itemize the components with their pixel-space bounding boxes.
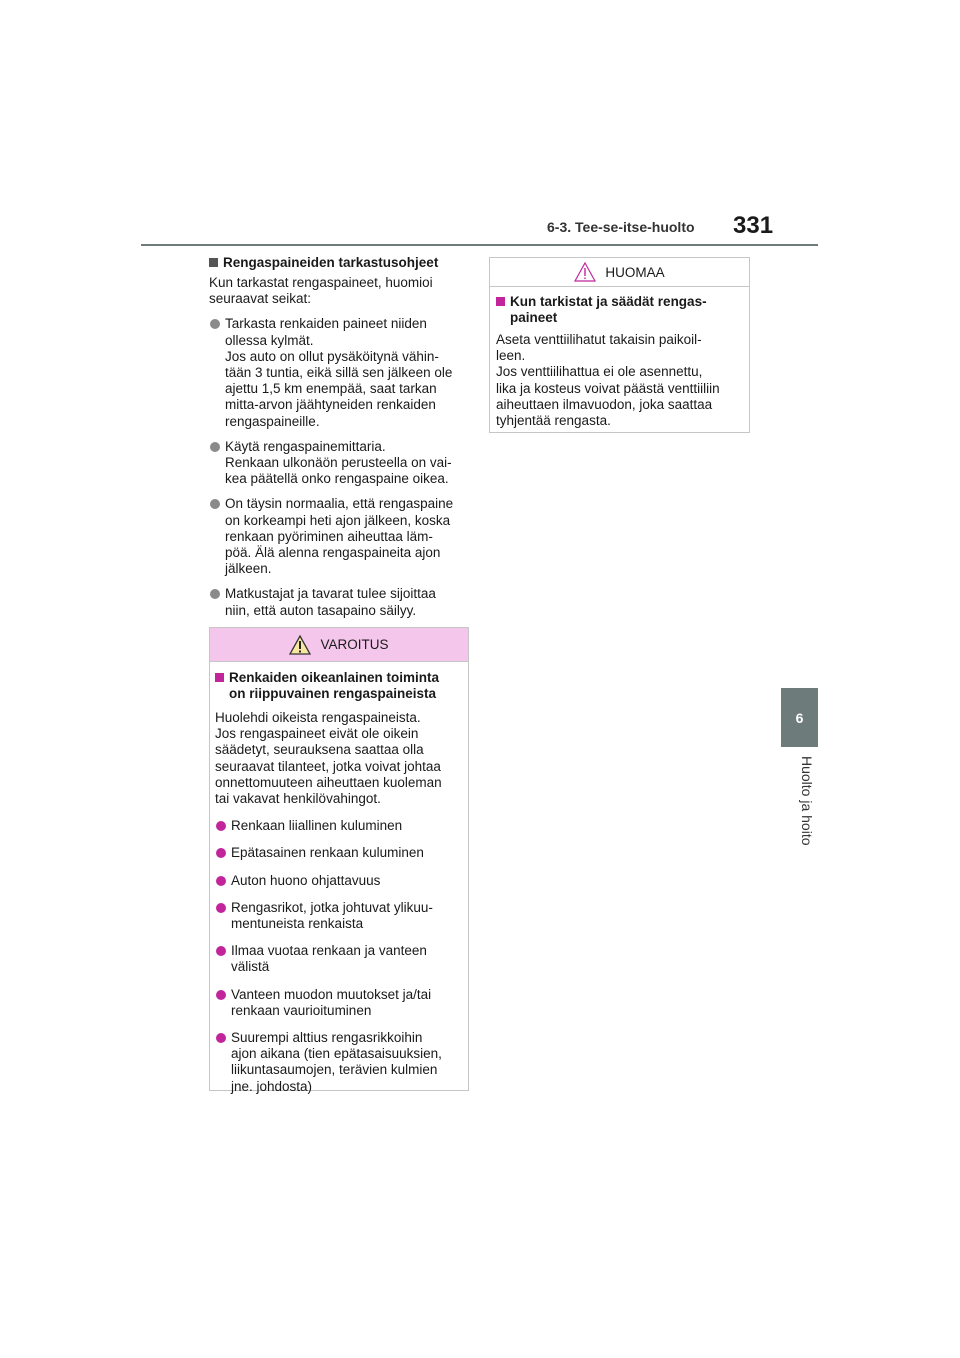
section-heading: Rengaspaineiden tarkastusohjeet [209,255,469,271]
warning-heading: Renkaiden oikeanlainen toiminta on riippuvainen rengaspaineista [215,670,463,702]
list-item: Matkustajat ja tavarat tulee sijoittaa niin, että auton tasapaino säilyy. [209,586,469,618]
warning-list [215,818,463,1095]
bullet-dot-icon [210,442,220,452]
square-bullet-icon [496,297,505,306]
intro-text: Kun tarkastat rengaspaineet, huomioi seuraavat seikat: [209,275,433,307]
notice-triangle-icon [574,262,596,282]
list-item: Renkaan liiallinen kuluminen [215,818,463,834]
chapter-label: Huolto ja hoito [799,756,815,846]
bullet-dot-icon [216,848,226,858]
chapter-tab: 6 [781,688,818,747]
bullet-dot-icon [210,589,220,599]
tips-list [209,316,469,618]
list-item: Rengasrikot, jotka johtuvat ylikuu- mentuneista renkaista [215,900,463,932]
bullet-dot-icon [216,990,226,1000]
bullet-dot-icon [216,821,226,831]
warning-box [209,627,469,1094]
notice-box [489,257,750,433]
notice-heading: Kun tarkistat ja säädät rengas- paineet [496,294,744,326]
notice-title: HUOMAA [605,264,665,280]
list-item: Epätasainen renkaan kuluminen [215,845,463,861]
warning-header [210,628,468,662]
list-item: On täysin normaalia, että rengaspaine on korkeampi heti ajon jälkeen, koska renkaan pyöriminen aiheuttaa läm- pöä. Älä alenna rengaspaineita ajon jälkeen. [209,496,469,577]
page-number: 331 [733,212,774,239]
header-divider [141,244,818,246]
list-item: Tarkasta renkaiden paineet niiden ollessa kylmät. Jos auto on ollut pysäköitynä vähin- tään 3 tuntia, eikä sillä sen jälkeen ole ajettu 1,5 km enempää, saat tarkan mitta-arvon jäähtyneiden renkaiden rengaspaineille. [209,316,469,429]
square-bullet-icon [209,258,218,267]
bullet-dot-icon [216,946,226,956]
warning-text: Huolehdi oikeista rengaspaineista. Jos rengaspaineet eivät ole oikein säädetyt, seurauksena saattaa olla seuraavat tilanteet, jotka voivat johtaa onnettomuuteen aiheuttaen kuoleman tai vakavat henkilövahingot. [215,710,442,807]
bullet-dot-icon [216,1033,226,1043]
warning-title: VAROITUS [320,637,389,652]
square-bullet-icon [215,673,224,682]
bullet-dot-icon [210,319,220,329]
bullet-dot-icon [210,499,220,509]
bullet-dot-icon [216,903,226,913]
list-item: Suurempi alttius rengasrikkoihin ajon aikana (tien epätasaisuuksien, liikuntasaumojen, terävien kulmien jne. johdosta) [215,1030,463,1095]
section-label: 6-3. Tee-se-itse-huolto [547,219,695,235]
list-item: Auton huono ohjattavuus [215,873,463,889]
notice-header [490,258,749,287]
notice-text: Aseta venttiilihatut takaisin paikoil- leen. Jos venttiilihattua ei ole asennettu, lika ja kosteus voivat päästä venttiiliin aiheuttaen ilmavuodon, joka saattaa tyhjentää rengasta. [496,332,720,429]
list-item: Ilmaa vuotaa renkaan ja vanteen välistä [215,943,463,975]
bullet-dot-icon [216,876,226,886]
warning-triangle-icon [289,635,311,655]
list-item: Käytä rengaspainemittaria. Renkaan ulkonäön perusteella on vai- kea päätellä onko rengaspaine oikea. [209,439,469,488]
left-column [209,255,469,619]
list-item: Vanteen muodon muutokset ja/tai renkaan vaurioituminen [215,987,463,1019]
